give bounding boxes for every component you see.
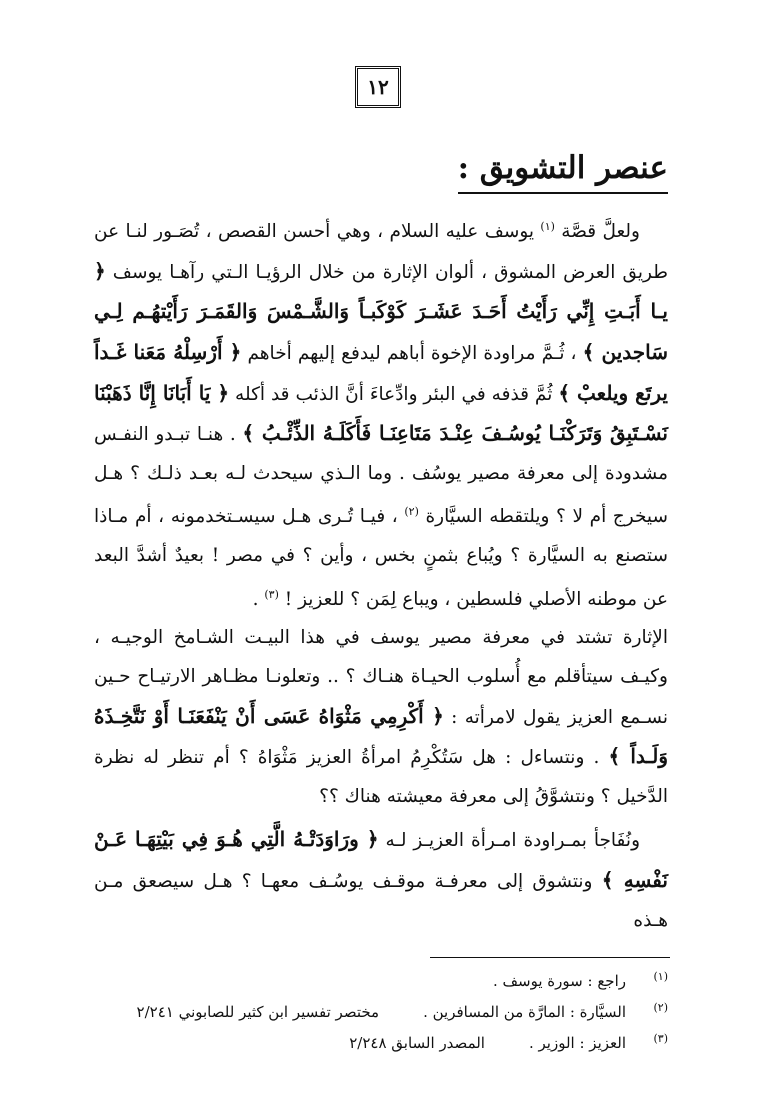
footnote-source: مختصر تفسير ابن كثير للصابوني ٢/٢٤١ — [136, 1003, 380, 1021]
quran-verse: ﴿ أَكْرِمِي مَثْوَاهُ عَسَى أَنْ يَنْفَعَنَـا أَوْ نَتَّخِـذَهُ وَلَـداً ﴾ — [94, 703, 668, 769]
footnote-number: (١) — [653, 970, 668, 983]
footnote-ref-3: (٣) — [264, 587, 279, 601]
footnote-ref-1: (١) — [540, 220, 555, 233]
text-span: ونتشوق إلى معرفـة موقـف يوسُـف معهـا ؟ هـل سيصعق مـن هـذه — [94, 870, 668, 931]
footnote-text: السيَّارة : المارَّة من المسافرين . — [423, 1003, 626, 1021]
quran-verse: ﴿ يـا أَبَـتِ إِنِّي رَأَيْتُ أَحَـدَ عَشَـرَ كَوْكَبـاً وَالشَّـمْسَ وَالقَمَـرَ رَأَيْتهُـم لِـي سَاجدين ﴾ — [94, 258, 668, 364]
quran-verse: ﴿ يَا أَبَانَا إِنَّا ذَهَبْنَا نَسْـتَبِقُ وَتَرَكْنَـا يُوسُـفَ عِنْـدَ مَتَاعِنَـا فَأَكَلَـهُ الذِّئْـبُ ﴾ — [94, 380, 668, 446]
text-span: الإثارة تشتد في معرفة مصير يوسف في هذا البيـت الشـامخ الوجيـه ، وكيـف سيتأقلم مع أُسلوب الحيـاة هنـاك ؟ .. وتعلونـا مظـاهر الارتيـاح حـين نسـمع العزيز يقول لامرأته : — [94, 627, 668, 728]
page-number: ١٢ — [355, 66, 401, 108]
footnotes — [94, 966, 668, 1059]
footnote-number: (٢) — [653, 1001, 668, 1014]
text-span: ثُمَّ قذفه في البئر وادِّعاءَ أنَّ الذئب قد أكله — [229, 383, 559, 405]
section-title: عنصر التشويق : — [458, 150, 668, 194]
main-text — [94, 208, 668, 940]
footnote-divider — [430, 957, 670, 958]
paragraph-3 — [94, 820, 668, 940]
footnote-number: (٣) — [653, 1032, 668, 1045]
footnote-1 — [94, 966, 668, 997]
text-span: . ونتساءل : هل سَتُكْرِمُ امرأةُ العزيز مَثْوَاهُ ؟ أم تنظر له نظرة الدَّخيل ؟ ونتشوَّقُ إلى معرفة معيشته هناك ؟؟ — [94, 747, 668, 807]
footnote-ref-2: (٢) — [404, 505, 419, 519]
text-span: يوسف عليه السلام ، وهي أحسن القصص ، تُصَـور لنـا عن طريق العرض المشوق ، ألوان الإثارة من خلال الرؤيـا الـتي رآهـا يوسف — [94, 221, 668, 283]
footnote-2 — [94, 997, 668, 1028]
text-span: . هنـا تبـدو النفـس مشدودة إلى معرفة مصير يوسُف . وما الـذي سيحدث لـه بعـد ذلـك ؟ هـل سيخرج أم لا ؟ ويلتقطه السيَّارة — [94, 424, 668, 528]
text-span: . — [252, 588, 265, 610]
paragraph-2 — [94, 619, 668, 816]
paragraph-1 — [94, 208, 668, 619]
footnote-text: العزيز : الوزير . — [528, 1034, 626, 1052]
footnote-source: المصدر السابق ٢/٢٤٨ — [349, 1034, 485, 1052]
text-span: ولعلَّ قصَّة — [554, 221, 640, 243]
quran-verse: ﴿ ورَاوَدَتْـهُ الَّتِي هُـوَ فِي بَيْتِهَـا عَـنْ نَفْسِهِ ﴾ — [94, 827, 668, 892]
footnote-text: راجع : سورة يوسف . — [492, 972, 626, 990]
text-span: ونُفَاجأ بمـراودة امـرأة العزيـز لـه — [378, 830, 641, 852]
text-span: ، ثُـمَّ مراودة الإخوة أباهم ليدفع إليهم أخاهم — [241, 342, 583, 364]
text-span: ، فيـا تُـرى هـل سيسـتخدمونه ، أم مـاذا ستصنع به السيَّارة ؟ ويُباع بثمنٍ بخس ، وأين ؟ في مصر ! بعيدٌ أشدَّ البعد عن موطنه الأصلي فلسطين ، ويباع لِمَن ؟ للعزيز ! — [94, 506, 668, 610]
quran-verse: ﴿ أَرْسِلْهُ مَعَنا غَـداً يرتَع ويلعبْ ﴾ — [94, 339, 668, 405]
footnote-3 — [94, 1028, 668, 1059]
